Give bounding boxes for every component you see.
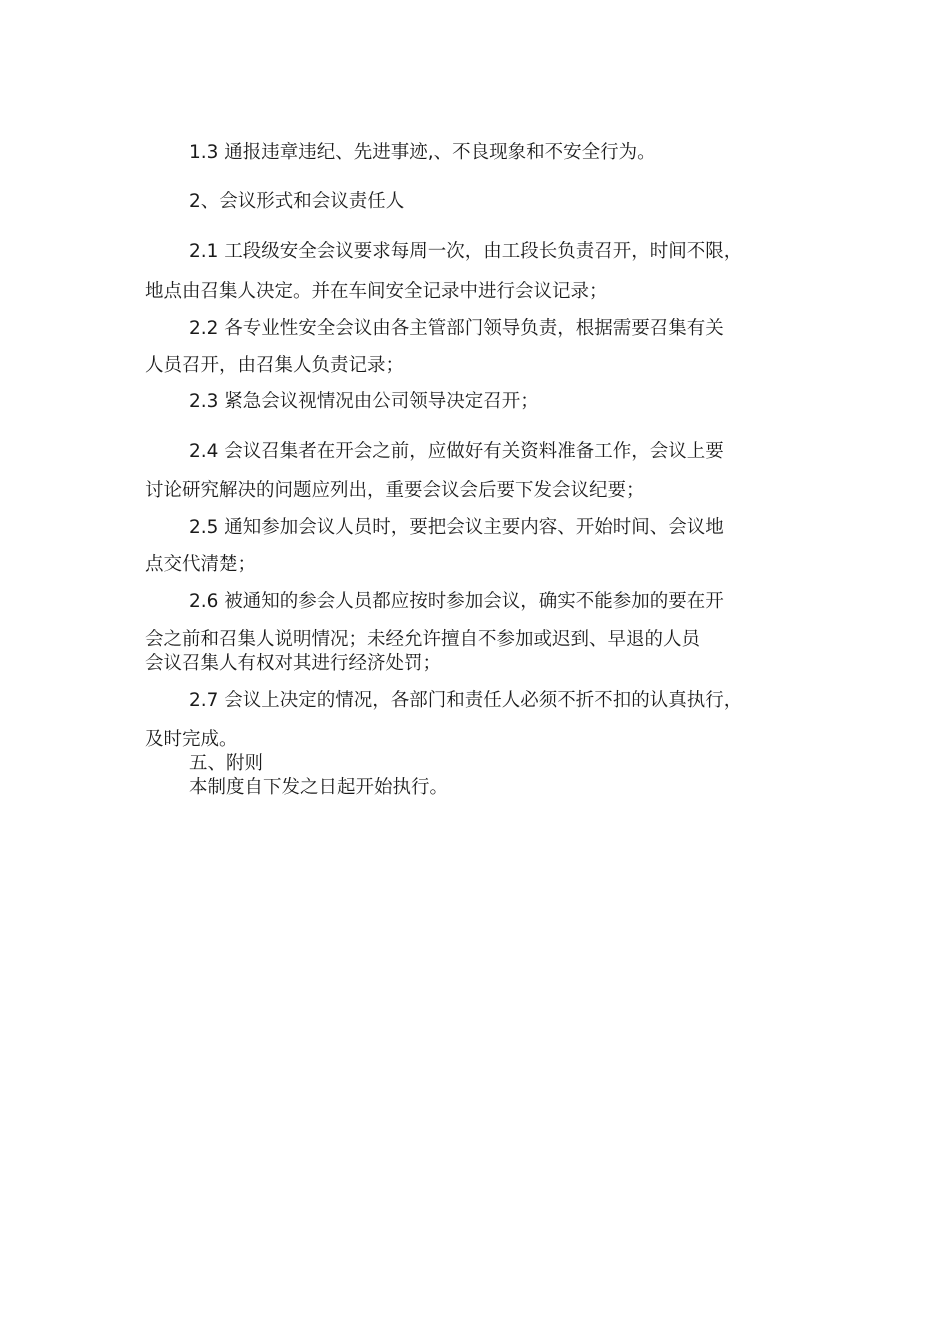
text-line-1-3: 1.3 通报违章违纪、先进事迹,、不良现象和不安全行为。 bbox=[189, 142, 656, 163]
text-line-2-1-cont: 地点由召集人决定。并在车间安全记录中进行会议记录； bbox=[145, 281, 608, 302]
text-line-2-3: 2.3 紧急会议视情况由公司领导决定召开； bbox=[189, 391, 539, 412]
text-line-2-6-cont-1: 会之前和召集人说明情况；未经允许擅自不参加或迟到、早退的人员 bbox=[145, 629, 701, 650]
section-heading-meeting-form: 2、会议形式和会议责任人 bbox=[189, 191, 405, 212]
text-line-2-5-cont: 点交代清楚； bbox=[145, 554, 257, 575]
text-line-2-2: 2.2 各专业性安全会议由各主管部门领导负责，根据需要召集有关 bbox=[189, 318, 724, 339]
section-heading-appendix: 五、附则 bbox=[189, 753, 264, 774]
text-line-2-1: 2.1 工段级安全会议要求每周一次，由工段长负责召开，时间不限， bbox=[189, 241, 743, 262]
text-line-2-7: 2.7 会议上决定的情况，各部门和责任人必须不折不扣的认真执行， bbox=[189, 690, 743, 711]
text-line-2-6: 2.6 被通知的参会人员都应按时参加会议，确实不能参加的要在开 bbox=[189, 591, 724, 612]
text-line-2-7-cont: 及时完成。 bbox=[145, 729, 238, 750]
text-line-2-2-cont: 人员召开，由召集人负责记录； bbox=[145, 355, 405, 376]
text-line-2-6-cont-2: 会议召集人有权对其进行经济处罚； bbox=[145, 653, 442, 674]
text-line-2-5: 2.5 通知参加会议人员时，要把会议主要内容、开始时间、会议地 bbox=[189, 517, 724, 538]
text-line-effective: 本制度自下发之日起开始执行。 bbox=[189, 777, 449, 798]
text-line-2-4-cont: 讨论研究解决的问题应列出，重要会议会后要下发会议纪要； bbox=[145, 480, 645, 501]
text-line-2-4: 2.4 会议召集者在开会之前，应做好有关资料准备工作，会议上要 bbox=[189, 441, 724, 462]
